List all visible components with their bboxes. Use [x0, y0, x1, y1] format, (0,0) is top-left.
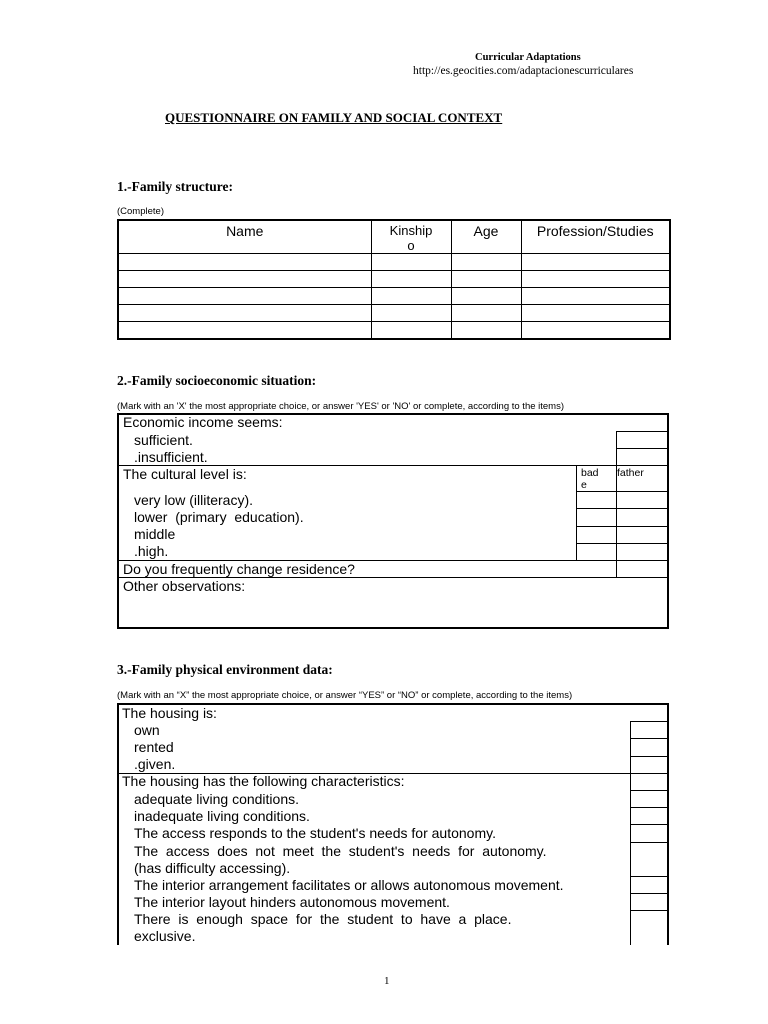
kinship-cell[interactable]: [371, 254, 451, 271]
age-cell[interactable]: [451, 271, 521, 288]
characteristic-item: inadequate living conditions.: [134, 808, 310, 824]
divider: [630, 721, 631, 945]
housing-option: .given.: [134, 756, 176, 772]
profession-cell[interactable]: [521, 271, 670, 288]
col-kinship-header: Kinship o: [371, 220, 451, 254]
table-row: [118, 288, 670, 305]
cultural-option: very low (illiteracy).: [134, 492, 254, 508]
divider: [630, 756, 668, 757]
cultural-option: middle: [134, 526, 176, 542]
characteristic-item: (has difficulty accessing).: [134, 860, 291, 876]
name-cell[interactable]: [118, 288, 371, 305]
characteristic-item: The access responds to the student's needs for autonomy.: [134, 825, 496, 841]
age-cell[interactable]: [451, 288, 521, 305]
divider: [576, 465, 577, 561]
divider: [630, 807, 668, 808]
residence-answer-field[interactable]: [617, 561, 668, 577]
kinship-cell[interactable]: [371, 305, 451, 322]
kinship-cell[interactable]: [371, 322, 451, 340]
profession-cell[interactable]: [521, 305, 670, 322]
divider: [576, 508, 668, 509]
table-row: [118, 322, 670, 340]
housing-option: own: [134, 722, 160, 738]
table-header-row: [118, 220, 670, 254]
col-profession-header: Profession/Studies: [521, 220, 670, 254]
section2-heading: 2.-Family socioeconomic situation:: [117, 373, 317, 388]
income-option: sufficient.: [134, 432, 193, 448]
header-title: Curricular Adaptations: [475, 52, 581, 63]
kinship-cell[interactable]: [371, 271, 451, 288]
section3-heading: 3.-Family physical environment data:: [117, 662, 333, 677]
divider: [630, 842, 668, 843]
table-row: [118, 305, 670, 322]
name-cell[interactable]: [118, 271, 371, 288]
col-age-header: Age: [451, 220, 521, 254]
cultural-option: .high.: [134, 543, 169, 559]
divider: [630, 721, 668, 722]
cultural-label: The cultural level is:: [123, 466, 247, 482]
profession-cell[interactable]: [521, 254, 670, 271]
name-cell[interactable]: [118, 322, 371, 340]
header-url: http://es.geocities.com/adaptacionescurriculares: [413, 65, 634, 77]
age-cell[interactable]: [451, 254, 521, 271]
name-cell[interactable]: [118, 254, 371, 271]
income-label: Economic income seems:: [123, 414, 283, 430]
divider: [576, 526, 668, 527]
section3-note: (Mark with an “X” the most appropriate choice, or answer “YES” or “NO” or complete, according to the items): [117, 690, 573, 701]
table-row: [118, 254, 670, 271]
income-sufficient-checkbox[interactable]: [617, 432, 668, 448]
cultural-option: lower (primary education).: [134, 509, 304, 525]
section1-note: (Complete): [117, 206, 164, 217]
age-cell[interactable]: [451, 305, 521, 322]
kinship-cell[interactable]: [371, 288, 451, 305]
cultural-col2-header: father: [617, 467, 644, 479]
divider: [630, 824, 668, 825]
table-row: [118, 271, 670, 288]
profession-cell[interactable]: [521, 322, 670, 340]
characteristic-item: The interior arrangement facilitates or allows autonomous movement.: [134, 877, 564, 893]
characteristic-item: The interior layout hinders autonomous movement.: [134, 894, 450, 910]
divider: [630, 790, 668, 791]
characteristic-item: adequate living conditions.: [134, 791, 300, 807]
page-number: 1: [384, 975, 390, 987]
divider: [630, 738, 668, 739]
divider: [576, 491, 668, 492]
income-option: .insufficient.: [134, 449, 208, 465]
profession-cell[interactable]: [521, 288, 670, 305]
family-structure-table: [117, 219, 671, 340]
housing-label: The housing is:: [122, 705, 217, 721]
characteristic-item: exclusive.: [134, 928, 196, 944]
age-cell[interactable]: [451, 322, 521, 340]
characteristic-item: There is enough space for the student to have a place.: [134, 911, 512, 927]
name-cell[interactable]: [118, 305, 371, 322]
characteristic-item: The access does not meet the student's needs for autonomy.: [134, 843, 547, 859]
divider: [576, 543, 668, 544]
income-insufficient-checkbox[interactable]: [617, 449, 668, 465]
cultural-col1-header: bad e: [581, 467, 599, 491]
characteristics-label: The housing has the following characteristics:: [122, 773, 405, 789]
observations-field[interactable]: [119, 596, 667, 627]
divider: [630, 876, 668, 877]
divider: [630, 893, 668, 894]
document-title: QUESTIONNAIRE ON FAMILY AND SOCIAL CONTEXT: [165, 110, 503, 125]
section1-heading: 1.-Family structure:: [117, 179, 233, 194]
housing-option: rented: [134, 739, 174, 755]
observations-label: Other observations:: [123, 578, 246, 594]
section2-note: (Mark with an 'X' the most appropriate choice, or answer 'YES' or 'NO' or complete, according to the items): [117, 401, 565, 412]
col-name-header: Name: [118, 220, 371, 254]
divider: [630, 910, 668, 911]
residence-question: Do you frequently change residence?: [123, 561, 355, 577]
